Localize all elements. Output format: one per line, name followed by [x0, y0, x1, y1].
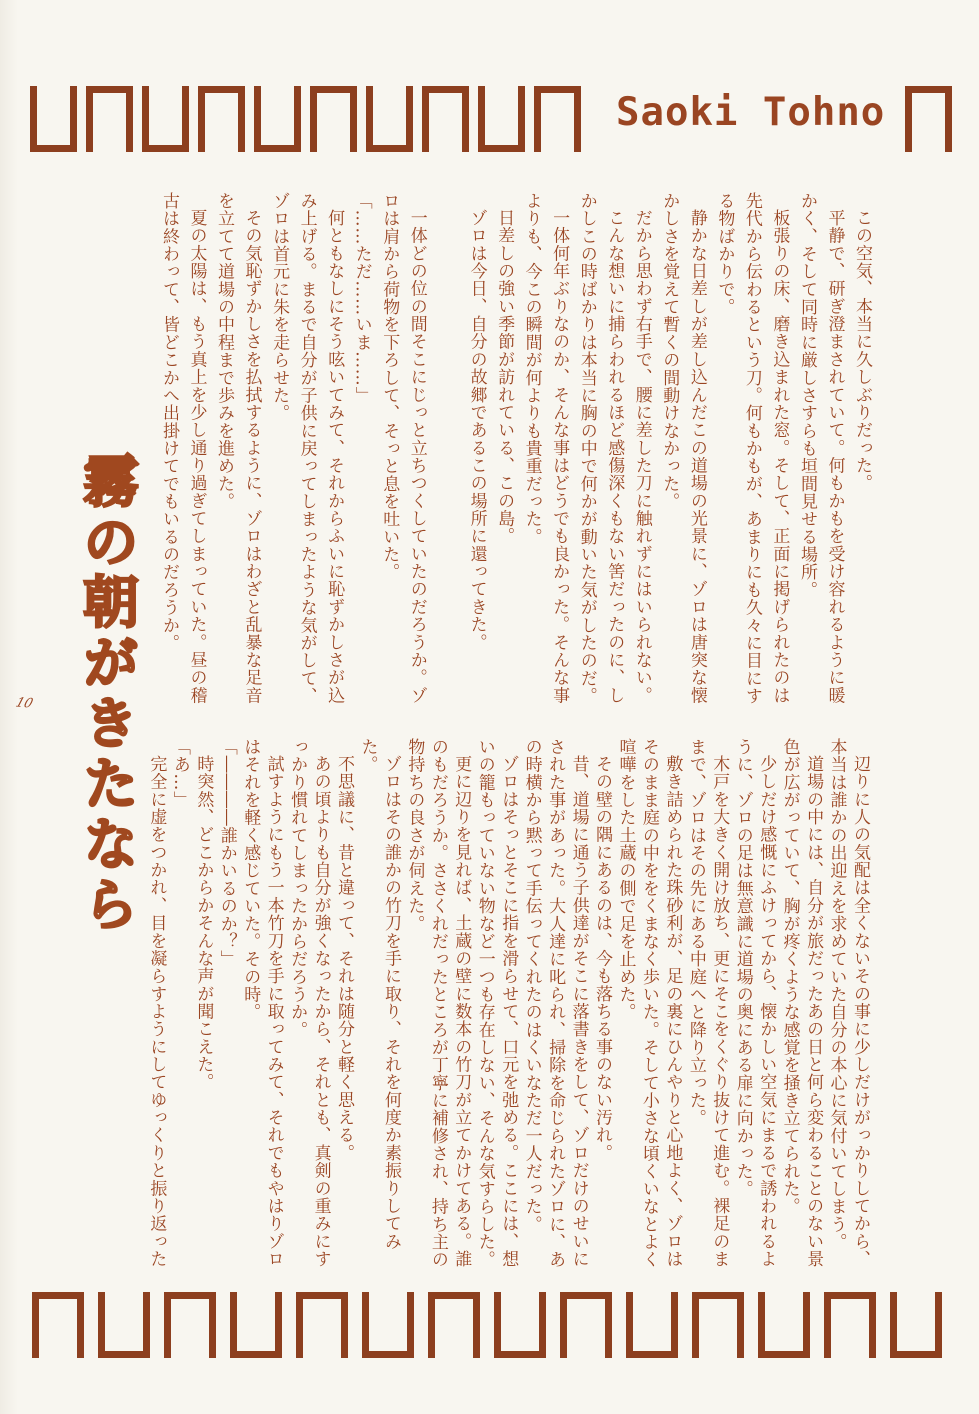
border-u-glyph [98, 1292, 150, 1358]
border-n-glyph [824, 1292, 876, 1358]
border-u-glyph [758, 1292, 810, 1358]
story-paragraph: だから思わず右手で、腰に差した刀に触れずにはいられない。 [631, 209, 652, 705]
border-n-glyph [296, 1292, 348, 1358]
border-u-glyph [362, 1292, 414, 1358]
story-part2 [144, 738, 871, 1278]
story-paragraph: 少しだけ感慨にふけってから、懐かしい空気にまるで誘われるように、ゾロの足は無意識に道場の奥にある扉に向かった。 [732, 738, 777, 1268]
story-paragraph: その気恥ずかしさを払拭するように、ゾロはわざと乱暴な足音を立てて道場の中程まで歩みを進めた。 [214, 192, 262, 705]
border-u-glyph [890, 1292, 942, 1358]
story-paragraph: 一体どの位の間そこにじっと立ちつくしていたのだろうか。ゾロは肩から荷物を下ろして、そっと息を吐いた。 [379, 192, 427, 705]
story-paragraph: 更に辺りを見れば、土蔵の壁に数本の竹刀が立てかけてある。誰のもだろうか。ささくれだったところが丁寧に補修され、持ち主の物持ちの良さが伺えた。 [404, 738, 472, 1269]
border-u-glyph [626, 1292, 678, 1358]
story-paragraph: ゾロは今日、自分の故郷であるこの場所に還ってきた。 [466, 209, 487, 651]
story-paragraph: 試すようにもう一本竹刀を手に取ってみて、それでもやはりゾロはそれを軽く感じていた。その時。 [240, 738, 284, 1268]
story-paragraph: 木戸を大きく開け放ち、更にそこをくぐり抜けて進む。裸足のままで、ゾロはその先にある中庭へと降り立った。 [685, 738, 730, 1268]
story-paragraph: 静かな日差しが差し込んだこの道場の光景に、ゾロは唐突な懐かしさを覚えて暫くの間動けなかった。 [659, 192, 707, 705]
story-paragraph: この空気、本当に久しぶりだった。 [852, 209, 872, 492]
border-n-glyph [164, 1292, 216, 1358]
story-paragraph: こんな想いに捕らわれるほど感傷深くもない筈だったのに、しかしこの時ばかりは本当に胸の中で何かが動いた気がしたのだ。 [576, 192, 625, 705]
story-paragraph: 辺りに人の気配は全くないその事に少しだけがっかりしてから、本当は誰かの出迎えを求めていた自分の本心に気付いてしまう。 [826, 738, 870, 1268]
story-paragraph: 一体何年ぶりなのか、そんな事はどうでも良かった。そんな事よりも、今この瞬間が何よりも貴重だった。 [521, 192, 570, 705]
border-u-glyph [366, 86, 413, 152]
story-part1 [154, 192, 875, 714]
story-paragraph: 道場の中には、自分が旅だったあの日と何ら変わることのない景色が広がっていて、胸が疼くような感覚を掻き立てられた。 [779, 738, 824, 1268]
story-dialogue: 「――――誰かいるのか？」 [216, 738, 237, 968]
author-name: Saoki Tohno [616, 90, 886, 135]
story-dialogue: 「……ただ……いま……」 [351, 192, 372, 405]
page-number: 10 [13, 695, 35, 712]
border-n-glyph [560, 1292, 612, 1358]
border-n-glyph [32, 1292, 84, 1358]
story-paragraph: 昔、道場に通う子供達がそこに落書きをして、ゾロだけのせいにされた事があった。大人達に叱られ、掃除を命じられたゾロに、あの時横から黙って手伝ってくれたのはくいなただ一人だった。 [521, 738, 589, 1269]
story-paragraph: 夏の太陽は、もう真上を少し通り過ぎてしまっていた。昼の稽古は終わって、皆どこかへ出掛けてでもいるのだろうか。 [158, 192, 207, 705]
story-paragraph: ゾロはその誰かの竹刀を手に取り、それを何度か素振りしてみた。 [357, 738, 401, 1251]
story-title: 霧の朝がきたなら [74, 452, 139, 936]
story-paragraph: 敷き詰められた珠砂利が、足の裏にひんやりと心地よく、ゾロはそのまま庭の中ををくまなく歩いた。そして小さな頃くいなとよく喧嘩をした土蔵の側で足を止めた。 [615, 738, 683, 1269]
border-n-glyph [428, 1292, 480, 1358]
story-paragraph: 不思議に、昔と違って、それは随分と軽く思える。 [334, 755, 355, 1162]
story-dialogue: 「あ…」 [169, 738, 190, 809]
border-n-glyph [422, 86, 469, 152]
story-paragraph: 何ともなしにそう呟いてみて、それからふいに恥ずかしさが込み上げる。まるで自分が子供に戻ってしまったような気がして、ゾロは首元に朱を走らせた。 [269, 192, 345, 705]
story-paragraph: 日差しの強い季節が訪れている、この島。 [494, 209, 515, 545]
border-u-glyph [230, 1292, 282, 1358]
story-paragraph: その壁の隅にあるのは、今も落ちる事のない汚れ。 [592, 755, 613, 1162]
story-paragraph: あの頃よりも自分が強くなったから、それとも、真剣の重みにすっかり慣れてしまったからだろうか。 [287, 738, 331, 1268]
border-u-glyph [478, 86, 525, 152]
border-n-glyph [86, 86, 133, 152]
border-u-glyph [30, 86, 77, 152]
border-n-glyph [198, 86, 245, 152]
border-n-glyph [310, 86, 357, 152]
header-corner-glyph [905, 86, 952, 152]
story-paragraph: 平静で、研ぎ澄まされていて。何もかもを受け容れるように暖かく、そして同時に厳しさすらも垣間見せる場所。 [796, 192, 845, 705]
story-paragraph: ゾロはそっとそこに指を滑らせて、口元を弛める。ここには、想いの籠もっていない物など一つも存在しない、そんな気すらした。 [474, 738, 519, 1269]
header-border [30, 86, 581, 152]
border-u-glyph [254, 86, 301, 152]
footer-border [32, 1292, 942, 1358]
border-u-glyph [494, 1292, 546, 1358]
border-n-glyph [534, 86, 581, 152]
story-paragraph: 板張りの床、磨き込まれた窓。そして、正面に掲げられたのは先代から伝わるという刀。何もかもが、あまりにも久々に目にする物ばかりで。 [714, 192, 790, 705]
border-n-glyph [692, 1292, 744, 1358]
border-u-glyph [142, 86, 189, 152]
story-paragraph: 完全に虚をつかれ、目を凝らすようにしてゆっくりと振り返った [146, 755, 167, 1268]
story-paragraph: 時突然、どこからかそんな声が聞こえた。 [193, 755, 214, 1091]
